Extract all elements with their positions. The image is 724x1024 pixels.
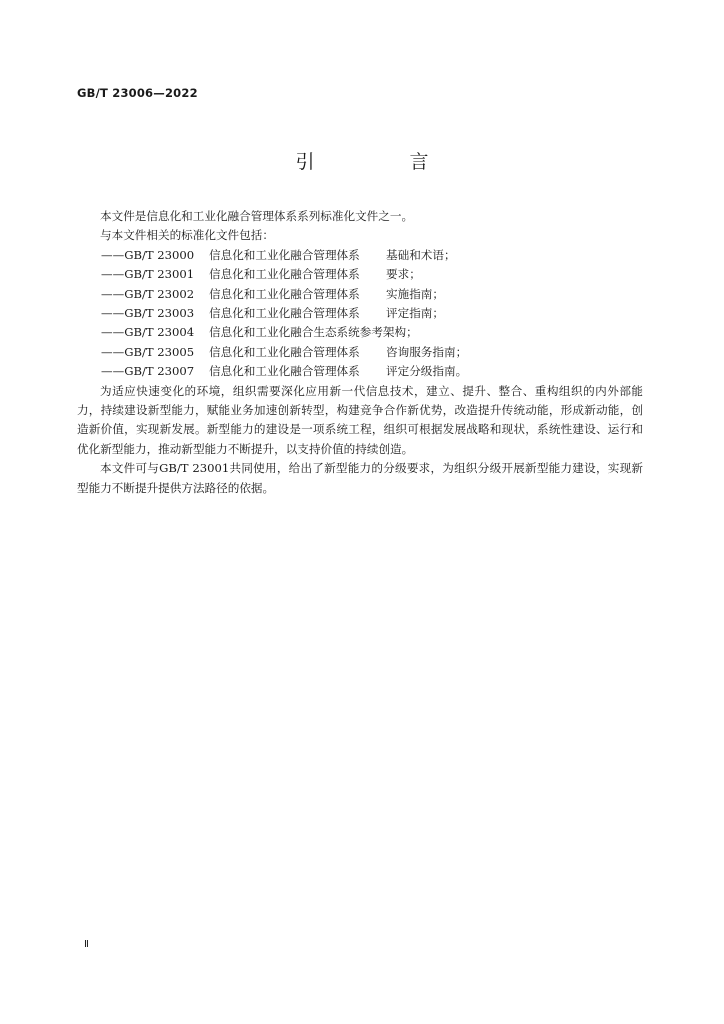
standard-title-prefix: 信息化和工业化融合管理体系 (209, 286, 360, 301)
page-title: 引 言 (295, 151, 467, 173)
body-paragraph: 为适应快速变化的环境，组织需要深化应用新一代信息技术，建立、提升、整合、重构组织的内外部能力，持续建设新型能力，赋能业务加速创新转型，构建竞争合作新优势，改造提升传统动能，形成新动能，创造新价值，实现新发展。新型能力的建设是一项系统工程，组织可根据发展战略和现状，系统性建设、运行和优化新型能力，推动新型能力不断提升，以支持价值的持续创造。 (77, 383, 643, 456)
intro-paragraph: 本文件是信息化和工业化融合管理体系系列标准化文件之一。 (100, 209, 414, 223)
list-item (77, 323, 643, 342)
list-item (77, 246, 643, 265)
page-number: Ⅱ (84, 939, 89, 950)
standard-ref: ——GB/T 23000 (101, 247, 195, 262)
standard-title-suffix: 评定分级指南。 (386, 364, 468, 379)
list-item (77, 265, 643, 284)
body-paragraph: 本文件可与GB/T 23001共同使用，给出了新型能力的分级要求，为组织分级开展新型能力建设，实现新型能力不断提升提供方法路径的依据。 (77, 461, 643, 495)
standard-ref: ——GB/T 23002 (101, 286, 195, 301)
standard-ref: ——GB/T 23003 (101, 306, 195, 321)
standard-title-prefix: 信息化和工业化融合管理体系 (209, 306, 360, 321)
related-standards-list (77, 246, 643, 382)
standard-title-suffix: 基础和术语； (386, 247, 456, 262)
standard-title-prefix: 信息化和工业化融合管理体系 (209, 267, 360, 282)
standard-ref: ——GB/T 23004 (101, 325, 195, 340)
standard-title-prefix: 信息化和工业化融合管理体系 (209, 247, 360, 262)
intro-paragraph: 与本文件相关的标准化文件包括： (100, 228, 274, 243)
standard-ref: ——GB/T 23005 (101, 344, 195, 359)
list-item (77, 343, 643, 362)
standard-ref: ——GB/T 23007 (101, 364, 195, 379)
standard-code: GB/T 23006—2022 (77, 86, 198, 100)
standard-ref: ——GB/T 23001 (101, 267, 195, 282)
standard-title-suffix: 评定指南； (386, 306, 444, 321)
list-item (77, 362, 643, 381)
list-item (77, 285, 643, 304)
standard-title-prefix: 信息化和工业化融合管理体系 (209, 364, 360, 379)
standard-title-suffix: 要求； (386, 267, 421, 282)
standard-title-prefix: 信息化和工业化融合管理体系 (209, 344, 360, 359)
standard-title-suffix: 实施指南； (386, 286, 444, 301)
document-body (77, 207, 643, 498)
standard-title-suffix: 咨询服务指南； (386, 344, 468, 359)
list-item (77, 304, 643, 323)
standard-title-prefix: 信息化和工业化融合生态系统参考架构； (209, 325, 418, 340)
